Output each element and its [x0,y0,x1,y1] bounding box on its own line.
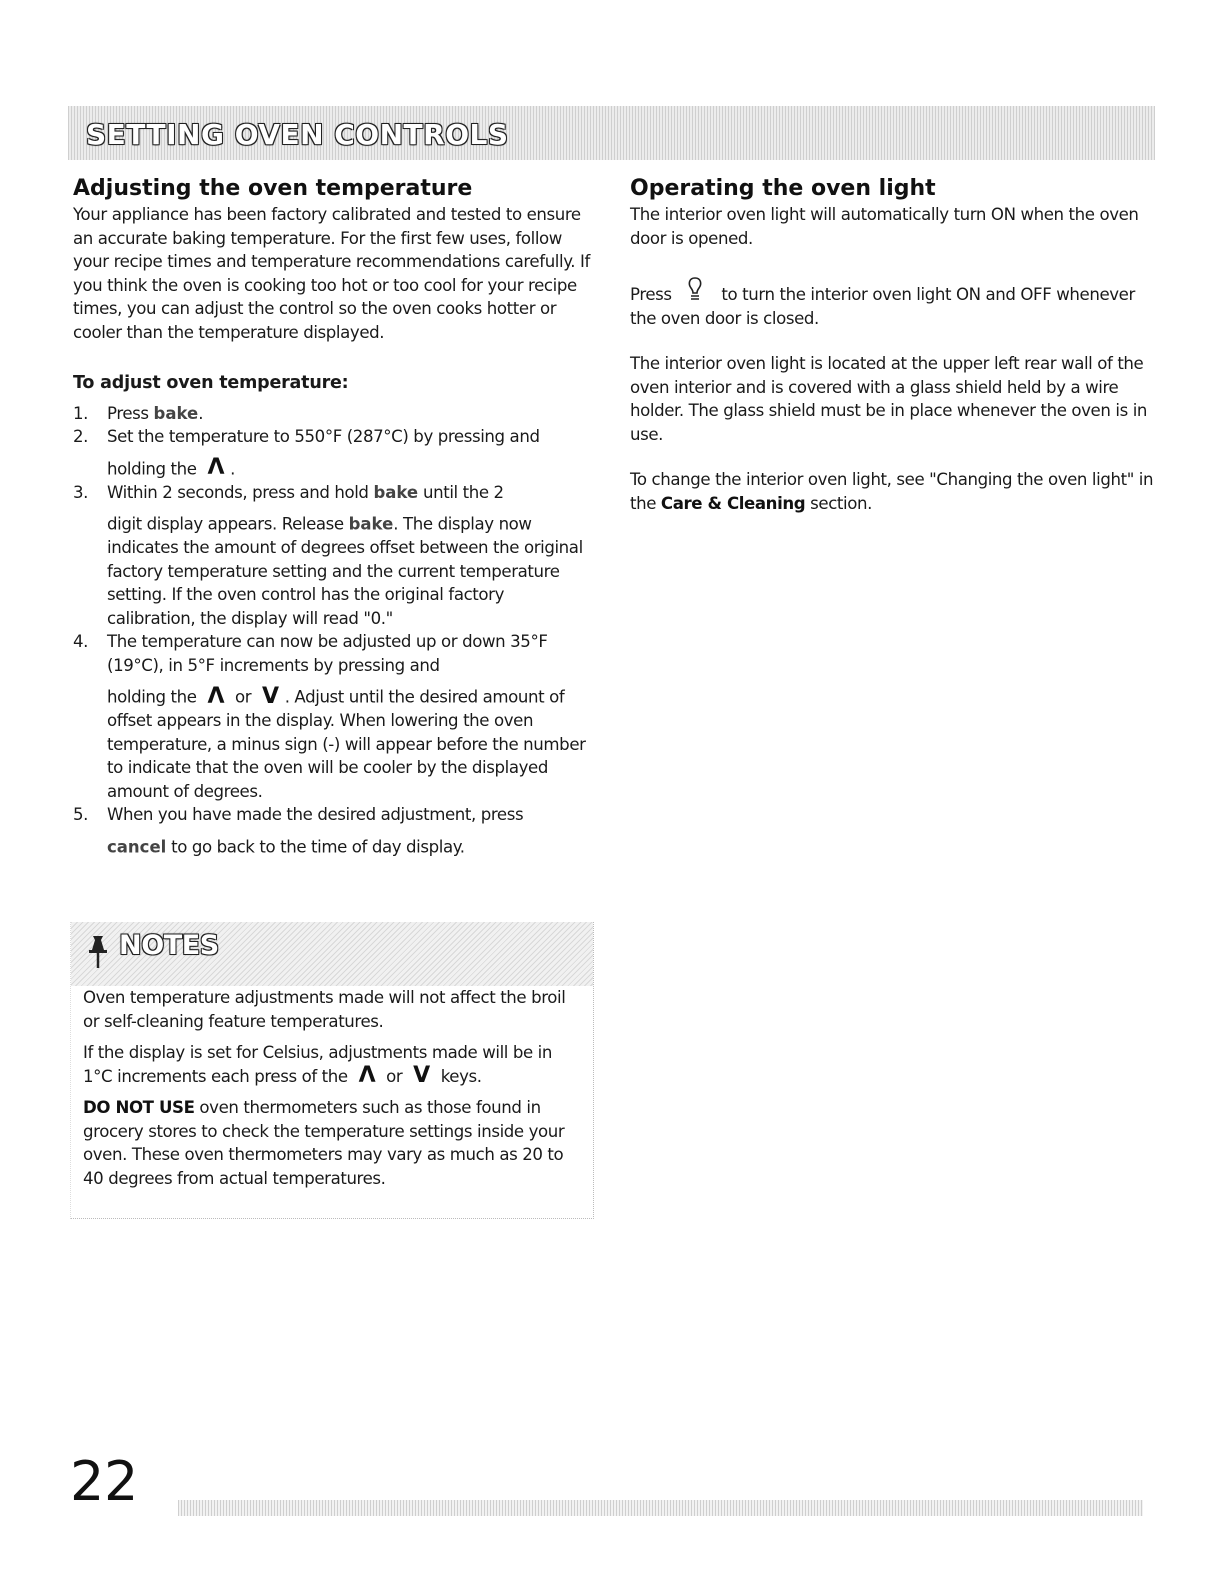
footer-rule [178,1500,1143,1516]
step-text: . [198,403,204,423]
step-text: digit display appears. Release [107,514,344,534]
step-number: 1. [73,403,89,423]
do-not-use-label: DO NOT USE [83,1098,195,1117]
step-text: Press [107,403,149,423]
or-text: or [386,1066,403,1086]
step-number: 3. [73,482,89,502]
adjust-intro: Your appliance has been factory calibrated and tested to ensure an accurate baking temperature. For the first few uses, follow your recipe times and temperature recommendations carefully. If you think the oven is cooking too hot or too cool for your recipe times, you can adjust the control so the oven cooks hotter or cooler than the temperature displayed. [73,205,590,342]
step-text: The temperature can now be adjusted up or down 35°F (19°C), in 5°F increments by pressing and [107,632,548,675]
pushpin-icon [85,934,111,970]
notes-paragraph-1: Oven temperature adjustments made will not affect the broil or self-cleaning feature temperatures. [83,988,566,1031]
light-text: To change the interior oven light, see "Changing the oven light" in the [630,470,1154,513]
up-arrow-icon: Λ [207,683,225,709]
section-header-bar [68,106,1155,160]
light-bulb-icon [685,276,705,304]
bake-key-label: bake [373,482,419,502]
step-5 [73,803,593,859]
step-text: . [230,459,235,478]
step-number: 5. [73,805,89,824]
light-text: section. [810,493,872,513]
step-text: . Adjust until the desired amount of offset appears in the display. When lowering the oven temperature, a minus sign (-) will appear before the number to indicate that the oven will be cooler by the displayed amount of degrees. [107,687,586,801]
notes-paragraph-2 [83,1041,583,1088]
light-text: Press [630,285,672,304]
step-text: Set the temperature to 550°F (287°C) by pressing and [107,427,540,446]
notes-header-bar [71,922,593,986]
adjust-steps [73,402,593,859]
or-text: or [234,687,252,707]
step-4 [73,630,593,803]
step-text: holding the [107,459,197,478]
notes-text: keys. [440,1066,482,1086]
care-cleaning-link-text: Care & Cleaning [660,493,806,513]
cancel-key-label: cancel [107,837,167,856]
step-2 [73,425,593,481]
left-column [73,175,593,859]
step-text: holding the [107,687,197,707]
notes-text: If the display is set for Celsius, adjustments made will be in 1°C increments each press of the [83,1043,553,1086]
step-text: until the 2 [422,482,504,502]
step-number: 2. [73,427,89,446]
light-paragraph-3: The interior oven light is located at the upper left rear wall of the oven interior and is covered with a glass shield held by a wire holder. The glass shield must be in place whenever the oven is in use. [630,354,1148,444]
step-text: . The display now indicates the amount of degrees offset between the original factory temperature setting and the current temperature setting. If the oven control has the original factory calibration, the display will read "0." [107,514,583,628]
light-paragraph-2 [630,276,1160,330]
down-arrow-icon: V [413,1062,430,1088]
light-paragraph-1: The interior oven light will automatically turn ON when the oven door is opened. [630,205,1139,248]
notes-box [70,922,594,1219]
up-arrow-icon: Λ [207,455,225,480]
step-3 [73,481,593,631]
bake-key-label: bake [153,403,199,423]
notes-paragraph-3 [83,1096,583,1190]
notes-body [83,986,583,1198]
step-text: to go back to the time of day display. [171,837,465,856]
step-1 [73,402,593,426]
notes-text: oven thermometers such as those found in grocery stores to check the temperature settings inside your oven. These oven thermometers may vary as much as 20 to 40 degrees from actual temperatures. [83,1098,565,1188]
down-arrow-icon: V [262,683,279,709]
adjust-sub-heading: To adjust oven temperature: [73,373,349,393]
notes-title: NOTES [119,930,219,961]
adjust-heading: Adjusting the oven temperature [73,176,473,201]
step-text: Within 2 seconds, press and hold [107,482,369,502]
bake-key-label: bake [348,514,394,534]
light-heading: Operating the oven light [630,176,936,201]
up-arrow-icon: Λ [358,1062,376,1088]
light-text: to turn the interior oven light ON and OFF whenever the oven door is closed. [630,285,1135,328]
page-number: 22 [70,1450,138,1513]
step-text: When you have made the desired adjustment, press [107,805,524,824]
right-column [630,175,1160,515]
light-paragraph-4 [630,468,1160,515]
step-number: 4. [73,632,89,651]
section-title: SETTING OVEN CONTROLS [86,118,509,151]
